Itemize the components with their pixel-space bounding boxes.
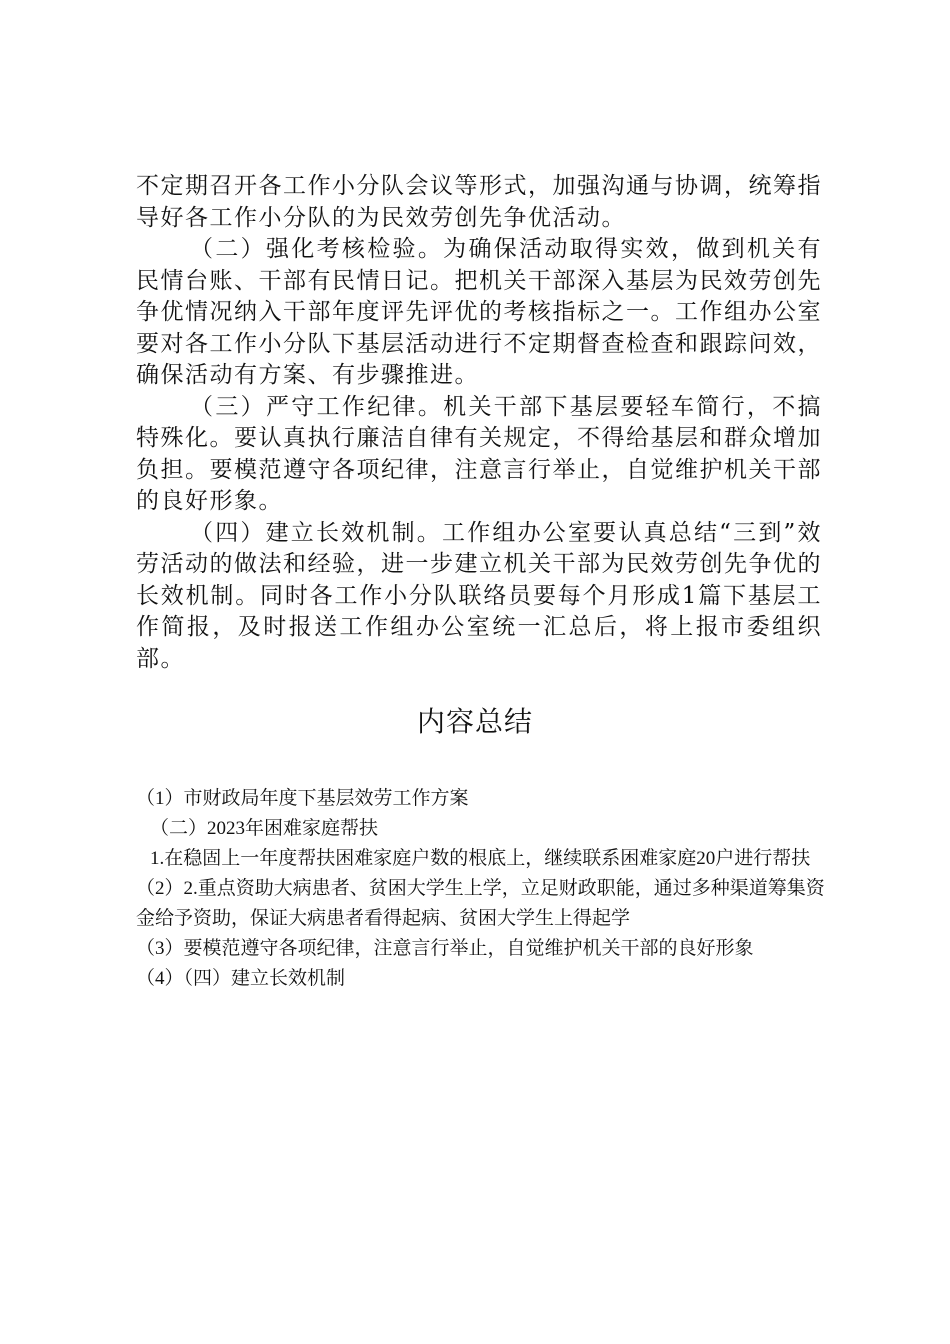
paragraph-strengthen-assessment: （二）强化考核检验。为确保活动取得实效，做到机关有民情台账、干部有民情日记。把机关干部深入基层为民效劳创先争优情况纳入干部年度评先评优的考核指标之一。工作组办公室要对各工作小分队下基层活动进行不定期督查检查和跟踪问效，确保活动有方案、有步骤推进。	[136, 236, 822, 388]
summary-item: （二）2023年困难家庭帮扶	[150, 818, 379, 839]
summary-item: 1.在稳固上一年度帮扶困难家庭户数的根底上，继续联系困难家庭20户进行帮扶	[150, 848, 811, 869]
paragraph-long-term-mechanism: （四）建立长效机制。工作组办公室要认真总结“三到”效劳活动的做法和经验，进一步建立机关干部为民效劳创先争优的长效机制。同时各工作小分队联络员要每个月形成1篇下基层工作简报，及时报送工作组办公室统一汇总后，将上报市委组织部。	[136, 519, 822, 672]
summary-item: （1）市财政局年度下基层效劳工作方案	[136, 788, 469, 809]
summary-item: （3）要模范遵守各项纪律，注意言行举止，自觉维护机关干部的良好形象	[136, 938, 754, 959]
summary-item: （4）（四）建立长效机制	[136, 968, 346, 989]
paragraph-continuation: 不定期召开各工作小分队会议等形式，加强沟通与协调，统筹指导好各工作小分队的为民效劳创先争优活动。	[136, 173, 822, 231]
summary-item: （2）2.重点资助大病患者、贫困大学生上学，立足财政职能，通过多种渠道筹集资金给予资助，保证大病患者看得起病、贫困大学生上得起学	[136, 878, 825, 929]
summary-title: 内容总结	[416, 705, 533, 738]
body-text	[136, 171, 822, 675]
paragraph-work-discipline: （三）严守工作纪律。机关干部下基层要轻车简行，不搞特殊化。要认真执行廉洁自律有关规定，不得给基层和群众增加负担。要模范遵守各项纪律，注意言行举止，自觉维护机关干部的良好形象。	[136, 393, 822, 514]
summary-list	[136, 784, 826, 994]
